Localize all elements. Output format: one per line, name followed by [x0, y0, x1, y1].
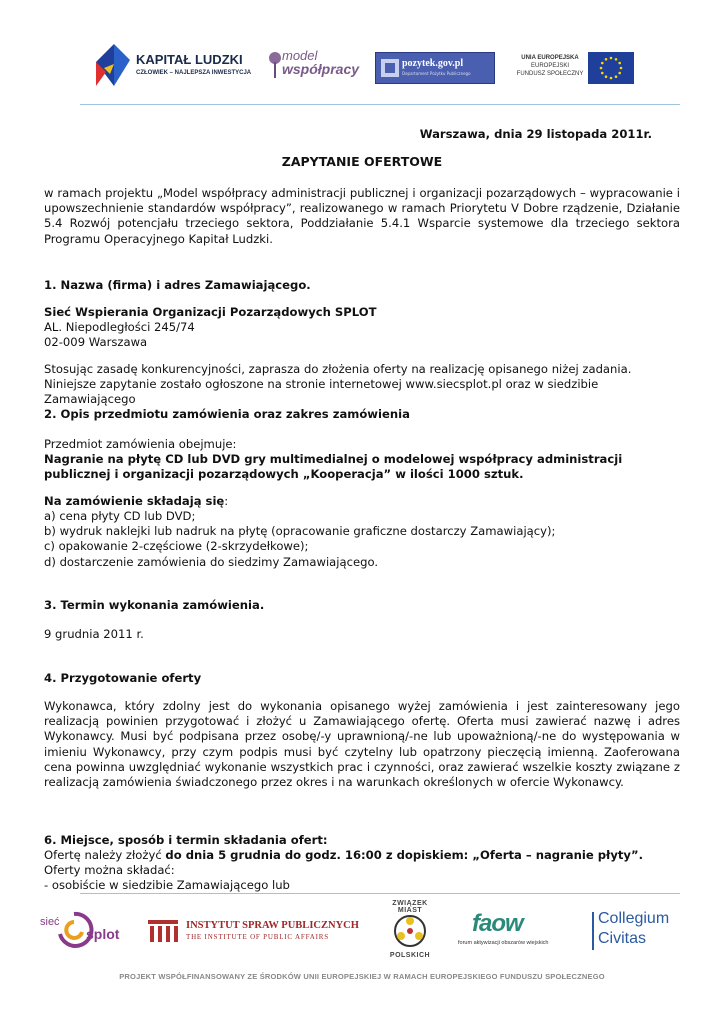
model-wspolpracy-line1: model — [282, 48, 318, 63]
kapital-ludzki-emblem-icon — [92, 42, 132, 90]
kapital-ludzki-title: KAPITAŁ LUDZKI — [136, 52, 243, 67]
document-date: Warszawa, dnia 29 listopada 2011r. — [419, 127, 652, 141]
isp-columns-icon — [148, 920, 178, 944]
civitas-bar — [592, 912, 594, 950]
zmp-emblem-icon — [390, 911, 430, 951]
section1-paragraph1: Stosując zasadę konkurencyjności, zaprasza do złożenia oferty na realizację opisanego niżej zadania. — [44, 362, 632, 376]
eu-logo-text — [510, 54, 590, 78]
header-divider — [80, 104, 680, 105]
eu-flag-icon — [588, 52, 634, 84]
pozytek-title: pozytek.gov.pl — [402, 58, 464, 69]
intro-paragraph: w ramach projektu „Model współpracy administracji publicznej i organizacji pozarządowych – wypracowanie i upowszechnienie standardów współpracy”, realizowanego w ramach Priorytetu V Dobre rządzenie, Działanie 5.4 Rozwój potencjału trzeciego sektora, Poddziałanie 5.4.1 Wsparcie systemowe dla trzeciego sektora Programu Operacyjnego Kapitał Ludzki. — [44, 186, 680, 246]
footer-divider — [80, 893, 680, 894]
completion-date: 9 grudnia 2011 r. — [44, 627, 144, 641]
section3-heading: 3. Termin wykonania zamówienia. — [44, 598, 265, 612]
collegium-civitas-logo — [592, 910, 682, 954]
isp-logo — [148, 918, 363, 946]
zmp-logo — [380, 900, 440, 964]
section2-lead: Przedmiot zamówienia obejmuje: — [44, 437, 237, 451]
faow-subtitle: forum aktywizacji obszarów wiejskich — [458, 940, 549, 946]
list-item: d) dostarczenie zamówienia do siedzimy Zamawiającego. — [44, 554, 379, 569]
kapital-ludzki-logo — [92, 42, 252, 94]
model-wspolpracy-line2: współpracy — [282, 61, 360, 77]
list-item: a) cena płyty CD lub DVD; — [44, 509, 196, 523]
order-subject: Nagranie na płytę CD lub DVD gry multimedialnej o modelowej współpracy administracji publicznej i organizacji pozarządowych „Kooperacja” w ilości 1000 sztuk. — [44, 452, 623, 482]
zmp-bottom-text: POLSKICH — [389, 952, 431, 959]
pozytek-logo — [375, 52, 495, 84]
eu-stars-icon — [588, 52, 634, 84]
section6-heading: 6. Miejsce, sposób i termin składania ofert: — [44, 833, 328, 847]
eu-line1: UNIA EUROPEJSKA — [521, 55, 579, 61]
organization-name: Sieć Wspierania Organizacji Pozarządowych SPLOT — [44, 305, 377, 319]
section6-line1-prefix: Ofertę należy złożyć — [44, 848, 166, 862]
pozytek-subtitle: Departament Pożytku Publicznego — [402, 71, 471, 76]
splot-word1: sieć — [40, 916, 60, 928]
address-line2: 02-009 Warszawa — [44, 335, 148, 349]
components-heading — [44, 494, 228, 509]
section1-paragraph2: Niniejsze zapytanie zostało ogłoszone na stronie internetowej www.siecsplot.pl oraz w siedzibie Zamawiającego — [44, 377, 599, 407]
footer-note: PROJEKT WSPÓŁFINANSOWANY ZE ŚRODKÓW UNII EUROPEJSKIEJ W RAMACH EUROPEJSKIEGO FUNDUSZU SPOŁECZNEGO — [119, 972, 605, 981]
zmp-top-text: ZWIĄZEK MIAST — [392, 900, 428, 914]
civitas-line1: Collegium — [598, 910, 670, 927]
components-heading-label: Na zamówienie składają się — [44, 494, 225, 508]
tree-icon — [268, 50, 282, 80]
faow-logo — [458, 910, 576, 950]
section6-deadline: do dnia 5 grudnia do godz. 16:00 z dopiskiem: „Oferta – nagranie płyty”. — [165, 848, 644, 862]
isp-line1: INSTYTUT SPRAW PUBLICZNYCH — [186, 920, 359, 931]
section6-line1 — [44, 848, 684, 863]
civitas-line2: Civitas — [598, 930, 647, 947]
section4-paragraph: Wykonawca, który zdolny jest do wykonania opisanego wyżej zamówienia i jest zainteresowany jego realizacją powinien przygotować i złożyć u Zamawiającego ofertę. Oferta musi zawierać nazwę i adres Wykonawcy. Musi być podpisana przez osobę/-y uprawnioną/-ne lub upoważnioną/-ne do występowania w imieniu Wykonawcy, przy czym podpis musi być czytelny lub opatrzony pieczęcią imienną. Zaoferowana cena powinna uwzględniać wykonanie wszystkich prac i czynności, oraz zawierać wszelkie koszty związane z realizacją zamówienia świadczonego przez okres i na warunkach określonych w ofercie Wykonawcy. — [44, 699, 680, 790]
model-wspolpracy-logo — [268, 48, 358, 88]
kapital-ludzki-subtitle: CZŁOWIEK – NAJLEPSZA INWESTYCJA — [136, 70, 252, 76]
faow-mark: faow — [472, 910, 523, 937]
section2-heading: 2. Opis przedmiotu zamówienia oraz zakres zamówienia — [44, 407, 410, 421]
splot-word2: splot — [86, 926, 120, 942]
siec-splot-logo — [40, 908, 130, 950]
section4-heading: 4. Przygotowanie oferty — [44, 671, 202, 685]
section6-line2: Oferty można składać: — [44, 863, 175, 877]
section6-line3: - osobiście w siedzibie Zamawiającego lub — [44, 878, 290, 892]
list-item: c) opakowanie 2-częściowe (2-skrzydełkowe); — [44, 539, 309, 554]
isp-line2: THE INSTITUTE OF PUBLIC AFFAIRS — [186, 933, 329, 941]
document-title: ZAPYTANIE OFERTOWE — [281, 154, 443, 169]
list-item: b) wydruk naklejki lub nadruk na płytę (opracowanie graficzne dostarczy Zamawiający); — [44, 524, 556, 539]
eu-line3: FUNDUSZ SPOŁECZNY — [516, 71, 584, 77]
eu-line2: EUROPEJSKI — [530, 63, 569, 69]
section1-heading: 1. Nazwa (firma) i adres Zamawiającego. — [44, 278, 311, 292]
components-heading-colon: : — [224, 494, 229, 508]
pozytek-emblem-icon — [380, 58, 400, 78]
address-line1: AL. Niepodległości 245/74 — [44, 320, 195, 334]
components-list — [44, 509, 555, 570]
